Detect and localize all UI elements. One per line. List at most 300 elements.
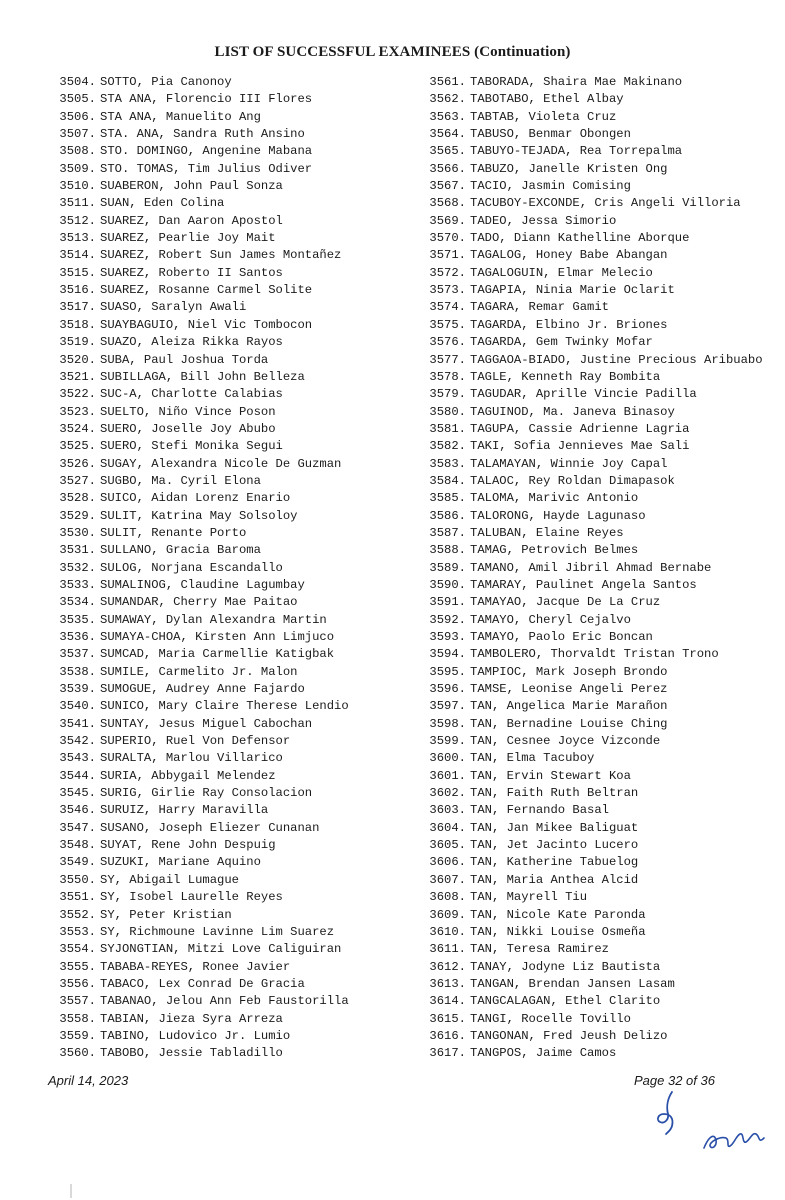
examinee-number: 3574. (429, 300, 466, 315)
examinee-row (50, 508, 410, 525)
examinee-number: 3514. (59, 248, 96, 263)
examinee-row (420, 126, 780, 143)
examinee-name: SUMOGUE, Audrey Anne Fajardo (100, 682, 305, 697)
examinee-number: 3515. (59, 265, 96, 280)
examinee-row (50, 560, 410, 577)
examinee-name: SURALTA, Marlou Villarico (100, 751, 283, 766)
examinee-row (420, 959, 780, 976)
examinee-number: 3592. (429, 612, 466, 627)
examinee-row (420, 490, 780, 507)
examinee-name: SUGBO, Ma. Cyril Elona (100, 473, 261, 488)
examinee-name: SUERO, Stefi Monika Segui (100, 439, 283, 454)
examinee-name: SUAREZ, Pearlie Joy Mait (100, 231, 276, 246)
examinee-row (420, 889, 780, 906)
examinee-number: 3507. (59, 127, 96, 142)
examinee-number: 3572. (429, 265, 466, 280)
examinee-name: SUSANO, Joseph Eliezer Cunanan (100, 820, 320, 835)
examinee-row (50, 750, 410, 767)
examinee-number: 3582. (429, 439, 466, 454)
examinee-number: 3543. (59, 751, 96, 766)
examinee-name: STA ANA, Florencio III Flores (100, 92, 313, 107)
examinee-name: SUNICO, Mary Claire Therese Lendio (100, 699, 349, 714)
examinee-number: 3568. (429, 196, 466, 211)
examinee-name: TAGGAOA-BIADO, Justine Precious Aribuabo (470, 352, 763, 367)
examinee-name: SYJONGTIAN, Mitzi Love Caliguiran (100, 942, 342, 957)
examinee-name: SUYAT, Rene John Despuig (100, 838, 276, 853)
examinee-number: 3584. (429, 473, 466, 488)
examinee-row (50, 698, 410, 715)
examinee-name: STO. DOMINGO, Angenine Mabana (100, 144, 313, 159)
examinee-number: 3530. (59, 525, 96, 540)
examinee-name: TAN, Cesnee Joyce Vizconde (470, 734, 661, 749)
examinee-row (50, 282, 410, 299)
examinee-row (50, 213, 410, 230)
examinee-row (420, 109, 780, 126)
examinee-number: 3539. (59, 682, 96, 697)
examinee-number: 3562. (429, 92, 466, 107)
examinee-number: 3529. (59, 508, 96, 523)
examinee-name: SUBA, Paul Joshua Torda (100, 352, 269, 367)
examinee-number: 3521. (59, 369, 96, 384)
examinee-name: SY, Isobel Laurelle Reyes (100, 890, 283, 905)
examinee-name: TAMBOLERO, Thorvaldt Tristan Trono (470, 647, 719, 662)
examinee-row (420, 560, 780, 577)
examinee-name: TANGPOS, Jaime Camos (470, 1046, 617, 1061)
examinee-name: TANGONAN, Fred Jeush Delizo (470, 1028, 668, 1043)
examinee-number: 3600. (429, 751, 466, 766)
examinee-row (420, 1011, 780, 1028)
examinee-name: SUMALINOG, Claudine Lagumbay (100, 577, 305, 592)
examinee-row (420, 993, 780, 1010)
examinee-number: 3579. (429, 387, 466, 402)
examinee-row (50, 265, 410, 282)
examinee-number: 3606. (429, 855, 466, 870)
examinee-row (50, 646, 410, 663)
examinee-name: TAMANO, Amil Jibril Ahmad Bernabe (470, 560, 712, 575)
examinee-row (50, 1045, 410, 1062)
examinee-number: 3580. (429, 404, 466, 419)
examinee-row (50, 404, 410, 421)
examinee-list-right (420, 74, 780, 1063)
examinee-row (420, 282, 780, 299)
examinee-name: STA ANA, Manuelito Ang (100, 109, 261, 124)
examinee-name: TAGALOG, Honey Babe Abangan (470, 248, 668, 263)
examinee-name: TAMAYAO, Jacque De La Cruz (470, 595, 661, 610)
examinee-row (420, 681, 780, 698)
examinee-row (50, 889, 410, 906)
examinee-row (420, 802, 780, 819)
examinee-name: SUERO, Joselle Joy Abubo (100, 421, 276, 436)
examinee-row (50, 334, 410, 351)
examinee-number: 3581. (429, 421, 466, 436)
examinee-name: TABUYO-TEJADA, Rea Torrepalma (470, 144, 683, 159)
examinee-row (420, 785, 780, 802)
examinee-row (50, 161, 410, 178)
examinee-number: 3531. (59, 543, 96, 558)
examinee-number: 3601. (429, 768, 466, 783)
examinee-name: SUMCAD, Maria Carmellie Katigbak (100, 647, 335, 662)
examinee-number: 3525. (59, 439, 96, 454)
examinee-number: 3534. (59, 595, 96, 610)
examinee-row (50, 143, 410, 160)
examinee-name: TAN, Ervin Stewart Koa (470, 768, 631, 783)
examinee-number: 3516. (59, 283, 96, 298)
examinee-name: TALORONG, Hayde Lagunaso (470, 508, 646, 523)
examinee-row (420, 733, 780, 750)
examinee-row (50, 837, 410, 854)
examinee-number: 3604. (429, 820, 466, 835)
examinee-name: TABUZO, Janelle Kristen Ong (470, 161, 668, 176)
examinee-number: 3607. (429, 872, 466, 887)
examinee-number: 3540. (59, 699, 96, 714)
examinee-row (420, 438, 780, 455)
examinee-row (420, 1028, 780, 1045)
examinee-row (420, 247, 780, 264)
examinee-number: 3537. (59, 647, 96, 662)
examinee-name: TADEO, Jessa Simorio (470, 213, 617, 228)
examinee-name: TAMAG, Petrovich Belmes (470, 543, 639, 558)
examinee-row (50, 74, 410, 91)
examinee-row (420, 456, 780, 473)
examinee-name: TAN, Jet Jacinto Lucero (470, 838, 639, 853)
examinee-number: 3561. (429, 75, 466, 89)
examinee-row (50, 976, 410, 993)
examinee-name: TAGARDA, Elbino Jr. Briones (470, 317, 668, 332)
examinee-row (50, 577, 410, 594)
examinee-number: 3589. (429, 560, 466, 575)
examinee-name: TALAMAYAN, Winnie Joy Capal (470, 456, 668, 471)
examinee-name: TAN, Bernadine Louise Ching (470, 716, 668, 731)
examinee-number: 3612. (429, 959, 466, 974)
examinee-row (50, 195, 410, 212)
examinee-row (420, 594, 780, 611)
examinee-name: TABINO, Ludovico Jr. Lumio (100, 1028, 291, 1043)
examinee-number: 3613. (429, 976, 466, 991)
examinee-number: 3519. (59, 335, 96, 350)
examinee-name: TAGUDAR, Aprille Vincie Padilla (470, 387, 697, 402)
examinee-number: 3578. (429, 369, 466, 384)
examinee-name: TAGAPIA, Ninia Marie Oclarit (470, 283, 675, 298)
examinee-number: 3569. (429, 213, 466, 228)
examinee-number: 3522. (59, 387, 96, 402)
examinee-number: 3520. (59, 352, 96, 367)
examinee-number: 3513. (59, 231, 96, 246)
examinee-row (50, 768, 410, 785)
examinee-name: TAMPIOC, Mark Joseph Brondo (470, 664, 668, 679)
examinee-number: 3551. (59, 890, 96, 905)
examinee-row (50, 490, 410, 507)
examinee-name: TAN, Nicole Kate Paronda (470, 907, 646, 922)
examinee-name: TAN, Fernando Basal (470, 803, 609, 818)
examinee-number: 3573. (429, 283, 466, 298)
examinee-number: 3594. (429, 647, 466, 662)
examinee-row (50, 959, 410, 976)
examinee-name: SUELTO, Niño Vince Poson (100, 404, 276, 419)
examinee-row (420, 837, 780, 854)
examinee-row (420, 577, 780, 594)
examinee-row (420, 820, 780, 837)
examinee-name: SUGAY, Alexandra Nicole De Guzman (100, 456, 342, 471)
examinee-number: 3511. (59, 196, 96, 211)
examinee-number: 3550. (59, 872, 96, 887)
examinee-list-left (50, 74, 410, 1063)
examinee-number: 3526. (59, 456, 96, 471)
examinee-row (420, 872, 780, 889)
examinee-number: 3524. (59, 421, 96, 436)
examinee-row (50, 629, 410, 646)
examinee-name: SY, Abigail Lumague (100, 872, 239, 887)
examinee-row (420, 768, 780, 785)
examinee-name: TAN, Maria Anthea Alcid (470, 872, 639, 887)
examinee-name: SUAN, Eden Colina (100, 196, 225, 211)
examinee-number: 3564. (429, 127, 466, 142)
examinee-name: SUMAWAY, Dylan Alexandra Martin (100, 612, 327, 627)
examinee-row (50, 369, 410, 386)
examinee-name: SURIG, Girlie Ray Consolacion (100, 786, 313, 801)
examinee-number: 3555. (59, 959, 96, 974)
examinee-number: 3563. (429, 109, 466, 124)
page-title: LIST OF SUCCESSFUL EXAMINEES (Continuation) (214, 44, 571, 60)
examinee-row (50, 178, 410, 195)
examinee-number: 3575. (429, 317, 466, 332)
examinee-number: 3609. (429, 907, 466, 922)
examinee-row (50, 473, 410, 490)
examinee-name: TABORADA, Shaira Mae Makinano (470, 75, 683, 89)
examinee-row (50, 352, 410, 369)
examinee-name: TAGLE, Kenneth Ray Bombita (470, 369, 661, 384)
examinee-number: 3571. (429, 248, 466, 263)
examinee-number: 3599. (429, 734, 466, 749)
examinee-row (50, 456, 410, 473)
examinee-name: TANGAN, Brendan Jansen Lasam (470, 976, 675, 991)
examinee-name: SUABERON, John Paul Sonza (100, 179, 283, 194)
examinee-number: 3570. (429, 231, 466, 246)
examinee-number: 3567. (429, 179, 466, 194)
examinee-number: 3586. (429, 508, 466, 523)
examinee-number: 3597. (429, 699, 466, 714)
examinee-number: 3542. (59, 734, 96, 749)
examinee-name: SULLANO, Gracia Baroma (100, 543, 261, 558)
examinee-row (50, 802, 410, 819)
examinee-row (420, 91, 780, 108)
examinee-name: TAGALOGUIN, Elmar Melecio (470, 265, 653, 280)
examinee-name: TABIAN, Jieza Syra Arreza (100, 1011, 283, 1026)
examinee-number: 3595. (429, 664, 466, 679)
examinee-number: 3610. (429, 924, 466, 939)
examinee-name: SUC-A, Charlotte Calabias (100, 387, 283, 402)
examinee-name: TAN, Nikki Louise Osmeña (470, 924, 646, 939)
examinee-name: SULIT, Katrina May Solsoloy (100, 508, 298, 523)
examinee-number: 3518. (59, 317, 96, 332)
examinee-number: 3617. (429, 1046, 466, 1061)
examinee-number: 3506. (59, 109, 96, 124)
examinee-row (420, 698, 780, 715)
examinee-row (50, 594, 410, 611)
examinee-name: TAMAYO, Cheryl Cejalvo (470, 612, 631, 627)
examinee-name: TAGARDA, Gem Twinky Mofar (470, 335, 653, 350)
examinee-name: TADO, Diann Kathelline Aborque (470, 231, 690, 246)
examinee-row (420, 612, 780, 629)
examinee-number: 3544. (59, 768, 96, 783)
examinee-row (420, 317, 780, 334)
examinee-row (50, 924, 410, 941)
examinee-name: SOTTO, Pia Canonoy (100, 75, 232, 89)
examinee-number: 3510. (59, 179, 96, 194)
examinee-number: 3577. (429, 352, 466, 367)
examinee-number: 3527. (59, 473, 96, 488)
examinee-row (420, 924, 780, 941)
examinee-number: 3587. (429, 525, 466, 540)
examinee-row (50, 91, 410, 108)
examinee-row (420, 473, 780, 490)
examinee-name: TAMAYO, Paolo Eric Boncan (470, 630, 653, 644)
examinee-row (420, 907, 780, 924)
scan-mark (70, 1184, 72, 1198)
examinee-name: TAMARAY, Paulinet Angela Santos (470, 577, 697, 592)
examinee-name: TAN, Jan Mikee Baliguat (470, 820, 639, 835)
examinee-number: 3546. (59, 803, 96, 818)
examinee-name: TACIO, Jasmin Comising (470, 179, 631, 194)
examinee-row (50, 317, 410, 334)
examinee-row (420, 195, 780, 212)
examinee-number: 3548. (59, 838, 96, 853)
examinee-number: 3547. (59, 820, 96, 835)
examinee-name: TABOBO, Jessie Tabladillo (100, 1046, 283, 1061)
examinee-name: SUAZO, Aleiza Rikka Rayos (100, 335, 283, 350)
examinee-number: 3541. (59, 716, 96, 731)
examinee-number: 3528. (59, 491, 96, 506)
examinee-name: TALUBAN, Elaine Reyes (470, 525, 624, 540)
examinee-row (50, 854, 410, 871)
examinee-number: 3512. (59, 213, 96, 228)
examinee-name: SUAREZ, Roberto II Santos (100, 265, 283, 280)
examinee-row (50, 993, 410, 1010)
examinee-name: SY, Peter Kristian (100, 907, 232, 922)
examinee-name: TABUSO, Benmar Obongen (470, 127, 631, 142)
examinee-name: SURIA, Abbygail Melendez (100, 768, 276, 783)
examinee-row (420, 178, 780, 195)
examinee-name: TANAY, Jodyne Liz Bautista (470, 959, 661, 974)
examinee-number: 3588. (429, 543, 466, 558)
examinee-number: 3508. (59, 144, 96, 159)
examinee-name: SUASO, Saralyn Awali (100, 300, 247, 315)
examinee-number: 3523. (59, 404, 96, 419)
examinee-number: 3559. (59, 1028, 96, 1043)
examinee-number: 3517. (59, 300, 96, 315)
examinee-row (50, 820, 410, 837)
examinee-row (50, 1028, 410, 1045)
examinee-number: 3603. (429, 803, 466, 818)
examinee-name: TAKI, Sofia Jennieves Mae Sali (470, 439, 690, 454)
examinee-row (50, 421, 410, 438)
examinee-row (50, 681, 410, 698)
examinee-row (50, 785, 410, 802)
examinee-row (420, 854, 780, 871)
examinee-number: 3554. (59, 942, 96, 957)
examinee-name: TAN, Angelica Marie Marañon (470, 699, 668, 714)
examinee-row (420, 404, 780, 421)
examinee-name: TABABA-REYES, Ronee Javier (100, 959, 291, 974)
examinee-row (50, 299, 410, 316)
examinee-row (50, 525, 410, 542)
examinee-row (50, 386, 410, 403)
examinee-name: SUBILLAGA, Bill John Belleza (100, 369, 305, 384)
examinee-row (420, 750, 780, 767)
examinee-name: TABOTABO, Ethel Albay (470, 92, 624, 107)
examinee-number: 3596. (429, 682, 466, 697)
examinee-number: 3608. (429, 890, 466, 905)
examinee-row (420, 386, 780, 403)
examinee-name: TAN, Faith Ruth Beltran (470, 786, 639, 801)
examinee-number: 3509. (59, 161, 96, 176)
examinee-row (50, 716, 410, 733)
examinee-row (420, 542, 780, 559)
examinee-row (50, 612, 410, 629)
examinee-number: 3545. (59, 786, 96, 801)
examinee-row (420, 161, 780, 178)
examinee-name: SUZUKI, Mariane Aquino (100, 855, 261, 870)
examinee-name: STO. TOMAS, Tim Julius Odiver (100, 161, 313, 176)
initial-signature-icon (650, 1088, 690, 1138)
examinee-row (420, 143, 780, 160)
examinee-name: TAGARA, Remar Gamit (470, 300, 609, 315)
examinee-row (50, 542, 410, 559)
examinee-row (420, 334, 780, 351)
examinee-row (420, 525, 780, 542)
examinee-name: STA. ANA, Sandra Ruth Ansino (100, 127, 305, 142)
examinee-name: TABACO, Lex Conrad De Gracia (100, 976, 305, 991)
examinee-name: TAN, Mayrell Tiu (470, 890, 588, 905)
examinee-name: SURUIZ, Harry Maravilla (100, 803, 269, 818)
examinee-name: TANGCALAGAN, Ethel Clarito (470, 994, 661, 1009)
examinee-name: SUAREZ, Robert Sun James Montañez (100, 248, 342, 263)
examinee-row (420, 629, 780, 646)
examinee-number: 3605. (429, 838, 466, 853)
examinee-number: 3535. (59, 612, 96, 627)
examinee-row (420, 74, 780, 91)
examinee-number: 3576. (429, 335, 466, 350)
footer-page-number: Page 32 of 36 (634, 1073, 715, 1088)
examinee-number: 3536. (59, 630, 96, 644)
examinee-number: 3560. (59, 1046, 96, 1061)
examinee-number: 3593. (429, 630, 466, 644)
examinee-name: SY, Richmoune Lavinne Lim Suarez (100, 924, 335, 939)
second-signature-icon (700, 1118, 770, 1158)
examinee-row (420, 421, 780, 438)
examinee-row (420, 976, 780, 993)
examinee-row (420, 1045, 780, 1062)
examinee-row (420, 646, 780, 663)
examinee-row (50, 664, 410, 681)
examinee-name: SUAREZ, Rosanne Carmel Solite (100, 283, 313, 298)
examinee-number: 3615. (429, 1011, 466, 1026)
examinee-row (50, 438, 410, 455)
examinee-number: 3598. (429, 716, 466, 731)
examinee-row (50, 247, 410, 264)
examinee-name: TAGUINOD, Ma. Janeva Binasoy (470, 404, 675, 419)
examinee-row (50, 907, 410, 924)
examinee-name: SUPERIO, Ruel Von Defensor (100, 734, 291, 749)
examinee-number: 3557. (59, 994, 96, 1009)
examinee-number: 3553. (59, 924, 96, 939)
examinee-name: TALOMA, Marivic Antonio (470, 491, 639, 506)
examinee-row (420, 664, 780, 681)
examinee-row (420, 716, 780, 733)
examinee-name: SUMANDAR, Cherry Mae Paitao (100, 595, 298, 610)
examinee-name: SUAREZ, Dan Aaron Apostol (100, 213, 283, 228)
examinee-row (420, 213, 780, 230)
examinee-row (420, 369, 780, 386)
